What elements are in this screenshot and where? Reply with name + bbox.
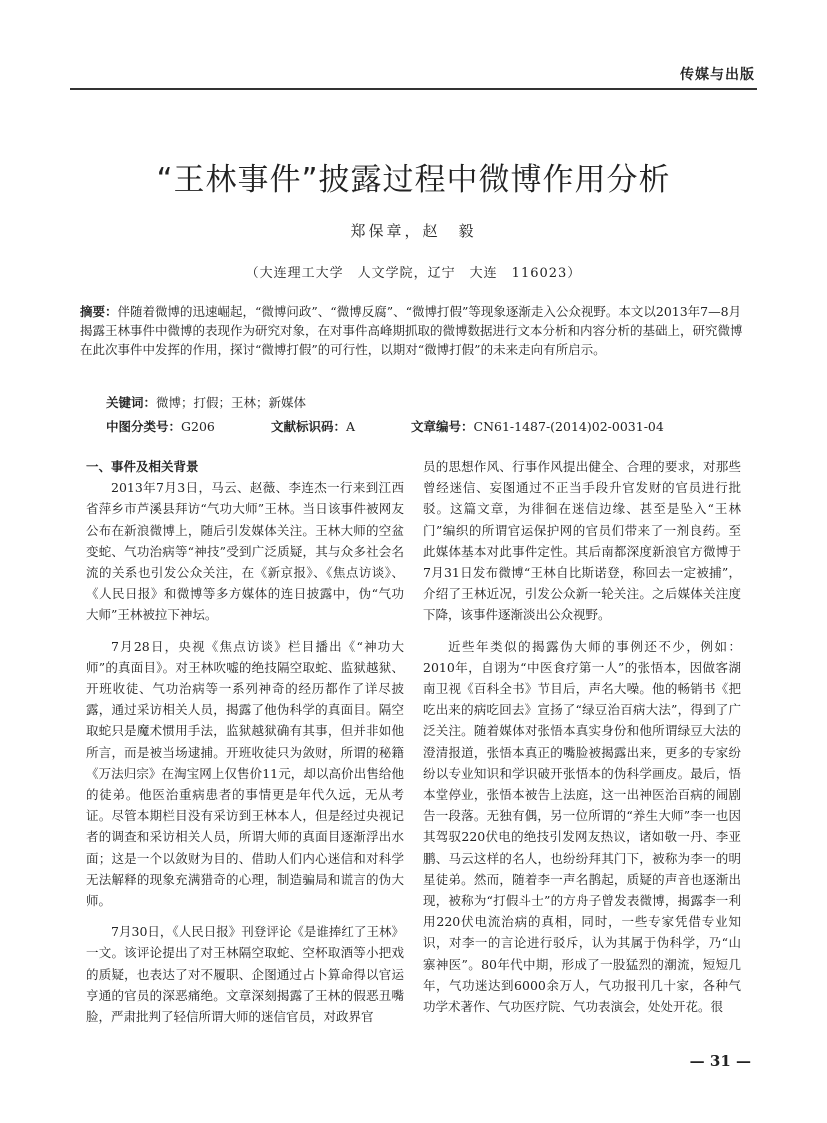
keywords-label: 关键词：	[106, 395, 157, 410]
doc-value: A	[346, 419, 356, 434]
clc-value: G206	[181, 419, 215, 434]
doc-code	[271, 417, 355, 435]
section-heading: 一、事件及相关背景	[86, 459, 199, 474]
clc-label: 中图分类号：	[106, 419, 182, 434]
right-column	[423, 456, 741, 1017]
article-title: “王林事件”披露过程中微博作用分析	[156, 162, 671, 198]
authors: 郑保章，赵 毅	[350, 222, 477, 240]
header-rule	[70, 88, 757, 90]
paragraph: 近些年类似的揭露伪大师的事例还不少，例如：2010年，自诩为“中医食疗第一人”的张悟本，因做客湖南卫视《百科全书》节目后，声名大噪。他的畅销书《把吃出来的病吃回去》宣扬了“绿豆治百病大法”，得到了广泛关注。随着媒体对张悟本真实身份和他所谓绿豆大法的澄清报道，张悟本真正的嘴脸被揭露出来，更多的专家纷纷以专业知识和学识破开张悟本的伪科学画皮。最后，悟本堂停业，张悟本被告上法庭，这一出神医治百病的闹剧告一段落。无独有偶，另一位所谓的“养生大师”李一也因其驾驭220伏电的绝技引发网友热议，诸如敬一丹、李亚鹏、马云这样的名人，也纷纷拜其门下，被称为李一的明星徒弟。然而，随着李一声名鹊起，质疑的声音也逐渐出现，被称为“打假斗士”的方舟子曾发表微博，揭露李一利用220伏电流治病的真相，同时，一些专家凭借专业知识，对李一的言论进行驳斥，认为其属于伪科学，乃“山寨神医”。80年代中期，形成了一股猛烈的潮流，短短几年，气功迷达到6000余万人，气功报刊几十家，各种气功学术著作、气功医疗院、气功表演会，处处开花。很	[423, 638, 741, 1015]
paragraph: 7月28日，央视《焦点访谈》栏目播出《“神功大师”的真面目》。对王林吹嘘的绝技隔空取蛇、监狱越狱、开班收徒、气功治病等一系列神奇的经历都作了详尽披露，通过采访相关人员，揭露了他伪科学的真面目。隔空取蛇只是魔术惯用手法，监狱越狱确有其事，但并非如他所言，而是被当场逮捕。开班收徒只为敛财，所谓的秘籍《万法归宗》在淘宝网上仅售价11元，却以高价出售给他的徒弟。他医治重病患者的事情更是年代久远，无从考证。尽管本期栏目没有采访到王林本人，但是经过央视记者的调查和采访相关人员，所谓大师的真面目逐渐浮出水面；这是一个以敛财为目的、借助人们内心迷信和对科学无法解释的现象充满猎奇的心理，制造骗局和谎言的伪大师。	[86, 638, 404, 909]
affiliation: （大连理工大学 人文学院，辽宁 大连 116023）	[245, 266, 582, 281]
abstract-label: 摘要：	[80, 304, 118, 319]
keywords	[106, 393, 306, 411]
art-label: 文章编号：	[411, 419, 474, 434]
clc-number	[106, 417, 215, 435]
paragraph: 员的思想作风、行事作风提出健全、合理的要求，对那些曾经迷信、妄图通过不正当手段升官发财的官员进行批驳。这篇文章，为徘徊在迷信边缘、甚至是坠入“王林门”编织的所谓官运保护网的官员们带来了一剂良药。至此媒体基本对此事件定性。其后南都深度新浪官方微博于7月31日发布微博“王林自比斯诺登，称回去一定被捕”，介绍了王林近况，引发公众新一轮关注。之后媒体关注度下降，该事件逐渐淡出公众视野。	[423, 459, 741, 623]
abstract-text: 伴随着微博的迅速崛起，“微博问政”、“微博反腐”、“微博打假”等现象逐渐走入公众视野。本文以2013年7—8月揭露王林事件中微博的表现作为研究对象，在对事件高峰期抓取的微博数据进行文本分析和内容分析的基础上，研究微博在此次事件中发挥的作用，探讨“微博打假”的可行性，以期对“微博打假”的未来走向有所启示。	[80, 304, 743, 357]
doc-label: 文献标识码：	[271, 419, 347, 434]
abstract	[80, 302, 750, 359]
page-number: — 31 —	[689, 1052, 751, 1070]
article-number	[411, 417, 664, 435]
journal-name: 传媒与出版	[680, 67, 755, 83]
paragraph: 7月30日，《人民日报》刊登评论《是谁捧红了王林》一文。该评论提出了对王林隔空取蛇、空杯取酒等小把戏的质疑，也表达了对不履职、企图通过占卜算命得以官运亨通的官员的深恶痛绝。文章深刻揭露了王林的假恶丑嘴脸，严肃批判了轻信所谓大师的迷信官员，对政界官	[86, 924, 404, 1025]
art-value: CN61-1487-(2014)02-0031-04	[473, 419, 664, 434]
paragraph: 2013年7月3日，马云、赵薇、李连杰一行来到江西省萍乡市芦溪县拜访“气功大师”王林。当日该事件被网友公布在新浪微博上，随后引发媒体关注。王林大师的空盆变蛇、气功治病等“神技”受到广泛质疑，其与众多社会名流的关系也引发公众关注，在《新京报》、《焦点访谈》、《人民日报》和微博等多方媒体的连日披露中，伪“气功大师”王林被拉下神坛。	[86, 480, 404, 623]
keywords-text: 微博；打假；王林；新媒体	[156, 395, 307, 410]
left-column	[86, 456, 404, 1027]
